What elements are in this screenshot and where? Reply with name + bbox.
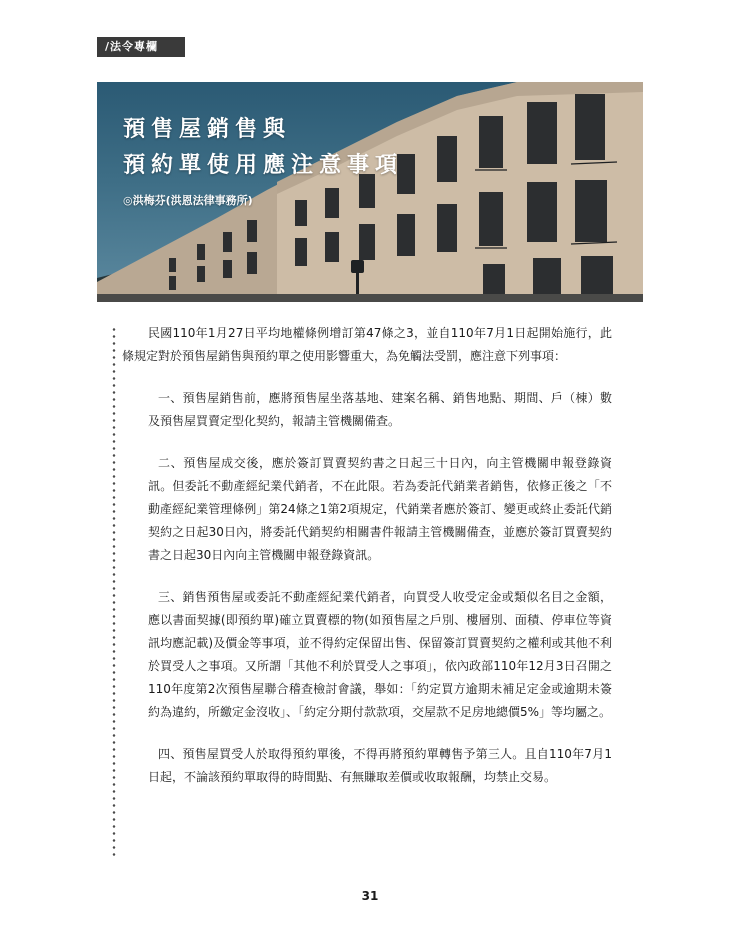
author-byline: ◎洪梅芬(洪恩法律事務所) xyxy=(123,194,253,207)
article-title-line-1: 預售屋銷售與 xyxy=(123,117,292,142)
page-number: 31 xyxy=(361,889,379,903)
article-body xyxy=(122,322,612,808)
intro-paragraph: 民國110年1月27日平均地權條例增訂第47條之3，並自110年7月1日起開始施行，此條規定對於預售屋銷售與預約單之使用影響重大，為免觸法受罰，應注意下列事項： xyxy=(122,326,612,363)
hero-banner xyxy=(97,82,643,302)
item-3-paragraph: 三、銷售預售屋或委託不動產經紀業代銷者，向買受人收受定金或類似名目之金額，應以書面契據(即預約單)確立買賣標的物(如預售屋之戶別、樓層別、面積、停車位等資訊均應記載)及價金等事項，並不得約定保留出售、保留簽訂買賣契約之權利或其他不利於買受人之事項。又所謂「其他不利於買受人之事項」，依內政部110年12月3日召開之110年度第2次預售屋聯合稽查檢討會議，舉如：「約定買方逾期未補足定金或逾期未簽約為違約，所繳定金沒收」、「約定分期付款款項，交屋款不足房地總價5%」等均屬之。 xyxy=(148,590,612,719)
item-2-paragraph: 二、預售屋成交後，應於簽訂買賣契約書之日起三十日內，向主管機關申報登錄資訊。但委託不動產經紀業代銷者，不在此限。若為委託代銷業者銷售，依修正後之「不動產經紀業管理條例」第24條之1第2項規定，代銷業者應於簽訂、變更或終止委託代銷契約之日起30日內，將委託代銷契約相關書件報請主管機關備查，並應於簽訂買賣契約書之日起30日內向主管機關申報登錄資訊。 xyxy=(148,456,612,562)
item-1-paragraph: 一、預售屋銷售前，應將預售屋坐落基地、建案名稱、銷售地點、期間、戶（棟）數及預售屋買賣定型化契約，報請主管機關備查。 xyxy=(148,391,612,428)
article-title-line-2: 預約單使用應注意事項 xyxy=(123,153,404,178)
section-tab: /法令專欄 xyxy=(97,37,185,57)
dotted-margin-rule xyxy=(112,326,116,856)
item-4-paragraph: 四、預售屋買受人於取得預約單後，不得再將預約單轉售予第三人。且自110年7月1日起，不論該預約單取得的時間點、有無賺取差價或收取報酬，均禁止交易。 xyxy=(148,747,612,784)
